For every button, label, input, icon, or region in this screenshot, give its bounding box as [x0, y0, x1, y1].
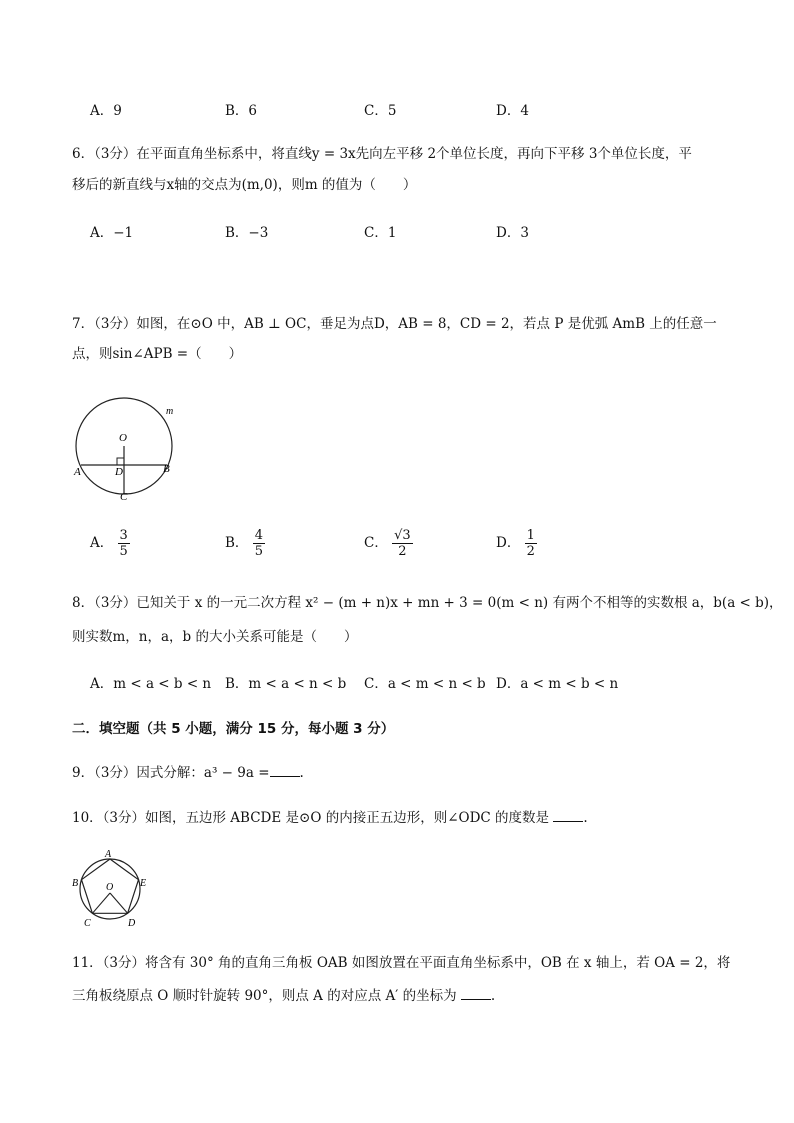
- q7-option-d-label: D．: [496, 535, 521, 551]
- q7-option-a-fraction: [118, 528, 130, 559]
- q7-option-b-den: 5: [254, 544, 263, 559]
- q8-option-d: D．a < m < b < n: [496, 676, 619, 692]
- q7-option-a: [90, 528, 130, 559]
- q7-option-c-label: C．: [364, 535, 388, 551]
- q10-pentagon-figure: [70, 848, 155, 930]
- q5-option-b: B．6: [225, 103, 258, 119]
- q10-text: 10．（3分）如图，五边形 ABCDE 是⊙O 的内接正五边形，则∠ODC 的度数是: [72, 810, 550, 826]
- q9-text: 9．（3分）因式分解：a³ − 9a =: [72, 765, 270, 781]
- q7-option-a-den: 5: [119, 544, 128, 559]
- q7-label-c: C: [120, 491, 128, 503]
- q11-question-line2: [72, 986, 495, 1006]
- q7-option-a-label: A．: [90, 535, 114, 551]
- q5-option-a: A．9: [90, 103, 122, 119]
- q7-option-b-num: 4: [254, 528, 263, 543]
- q9-end: .: [299, 765, 304, 781]
- q8-option-b: B．m < a < n < b: [225, 676, 347, 692]
- q10-question: [72, 808, 588, 828]
- q7-option-d: [496, 528, 537, 559]
- q7-option-a-num: 3: [119, 528, 128, 543]
- q6-text-line1: 6．（3分）在平面直角坐标系中，将直线y = 3x先向左平移 2个单位长度，再向下平移 3个单位长度，平: [72, 146, 692, 162]
- q10-answer-blank: [553, 809, 583, 822]
- q7-option-c-num: √3: [394, 528, 411, 543]
- q7-label-a: A: [74, 466, 81, 478]
- q11-text-line1: 11．（3分）将含有 30° 角的直角三角板 OAB 如图放置在平面直角坐标系中，OB 在 x 轴上，若 OA = 2，将: [72, 955, 731, 971]
- q7-right-angle-mark: [117, 458, 124, 465]
- section-2-title: 二．填空题（共 5 小题，满分 15 分，每小题 3 分）: [72, 721, 395, 737]
- q9-answer-blank: [270, 764, 300, 777]
- q7-option-c-den: 2: [398, 544, 407, 559]
- q11-text-line2: 三角板绕原点 O 顺时针旋转 90°，则点 A 的对应点 A′ 的坐标为: [72, 988, 457, 1004]
- q10-label-c: C: [84, 918, 91, 929]
- q7-text-line1: 7．（3分）如图，在⊙O 中，AB ⊥ OC，垂足为点D，AB = 8，CD = 2，若点 P 是优弧 AmB 上的任意一: [72, 316, 717, 332]
- q5-option-d: D．4: [496, 103, 529, 119]
- q7-label-d: D: [115, 466, 123, 478]
- q7-option-d-fraction: [525, 528, 537, 559]
- q8-option-a: A．m < a < b < n: [90, 676, 212, 692]
- q10-label-o: O: [106, 882, 114, 893]
- q10-segment-od: [110, 893, 128, 913]
- q7-option-c: [364, 528, 413, 559]
- q10-label-e: E: [140, 878, 147, 889]
- q7-text-line2: 点，则sin∠APB =（ ）: [72, 346, 243, 362]
- q6-text-line2: 移后的新直线与x轴的交点为(m,0)，则m 的值为（ ）: [72, 177, 417, 193]
- q6-option-a: A．−1: [90, 225, 134, 241]
- q7-option-b-fraction: [253, 528, 265, 559]
- q8-text-line1: 8．（3分）已知关于 x 的一元二次方程 x² − (m + n)x + mn + 3 = 0(m < n) 有两个不相等的实数根 a，b(a < b)，: [72, 595, 783, 611]
- q10-label-a: A: [105, 849, 112, 860]
- q11-answer-blank: [461, 987, 491, 1000]
- q7-label-o: O: [119, 432, 127, 444]
- q9-question: [72, 763, 304, 783]
- q7-option-d-num: 1: [526, 528, 535, 543]
- q6-option-b: B．−3: [225, 225, 269, 241]
- q5-option-c: C．5: [364, 103, 397, 119]
- q10-label-b: B: [72, 878, 79, 889]
- q7-label-b: B: [163, 463, 170, 475]
- q7-label-m: m: [166, 406, 174, 417]
- q10-label-d: D: [128, 918, 136, 929]
- q7-circle-figure: [70, 392, 185, 504]
- q6-option-d: D．3: [496, 225, 529, 241]
- q10-segment-oc: [92, 893, 110, 913]
- q7-option-b: [225, 528, 265, 559]
- q7-option-b-label: B．: [225, 535, 249, 551]
- q7-option-c-fraction: [392, 528, 413, 559]
- q8-text-line2: 则实数m，n，a，b 的大小关系可能是（ ）: [72, 629, 358, 645]
- q10-end: .: [583, 810, 588, 826]
- q8-option-c: C．a < m < n < b: [364, 676, 486, 692]
- q11-end: .: [490, 988, 496, 1004]
- q6-option-c: C．1: [364, 225, 397, 241]
- q7-option-d-den: 2: [526, 544, 535, 559]
